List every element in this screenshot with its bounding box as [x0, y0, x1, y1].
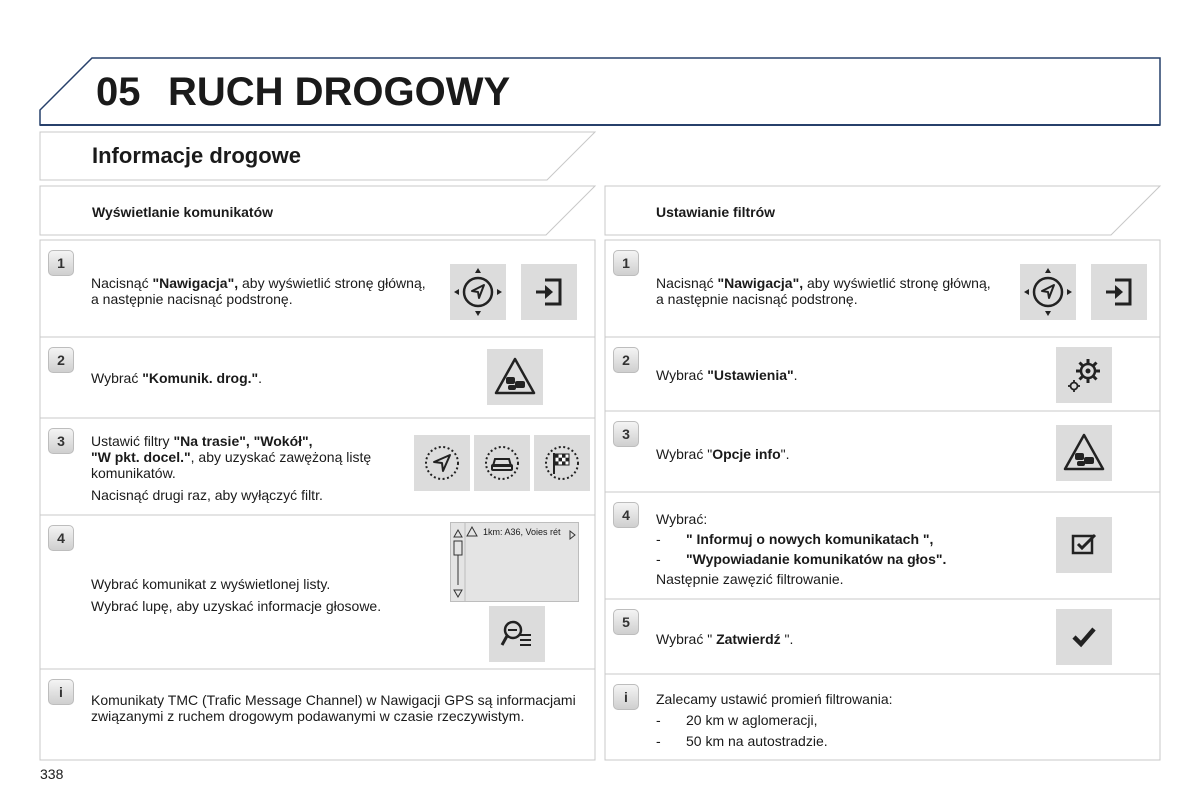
step-badge: 5 [613, 609, 639, 635]
step-badge: 2 [613, 347, 639, 373]
voice-info-icon[interactable] [489, 606, 545, 662]
chapter-number: 05 [96, 70, 141, 114]
page-number: 338 [40, 766, 64, 782]
step-badge: 4 [613, 502, 639, 528]
right-column-title: Ustawianie filtrów [656, 204, 776, 220]
step-text: Wybrać "Opcje info". [656, 446, 790, 462]
info-icon: i [613, 684, 639, 710]
traffic-warning-icon[interactable] [1056, 425, 1112, 481]
navigation-icon[interactable] [450, 264, 506, 320]
destination-filter-icon[interactable] [534, 435, 590, 491]
step-text: Wybrać "Komunik. drog.". [91, 370, 263, 386]
step-text: Wybrać "Ustawienia". [656, 367, 798, 383]
step-text: Nacisnąć "Nawigacja", aby wyświetlić stronę główną, a następnie nacisnąć podstronę. [656, 275, 991, 307]
settings-gears-icon[interactable] [1056, 347, 1112, 403]
step-text: Ustawić filtry "Na trasie", "Wokół", "W pkt. docel.", aby uzyskać zawężoną listę komunikatów. Nacisnąć drugi raz, aby wyłączyć filtr. [91, 433, 372, 503]
step-badge: 2 [48, 347, 74, 373]
checkbox-icon[interactable] [1056, 517, 1112, 573]
step-badge: 1 [48, 250, 74, 276]
step-badge: 1 [613, 250, 639, 276]
subpage-enter-icon[interactable] [1091, 264, 1147, 320]
step-text: Wybrać " Zatwierdź ". [656, 631, 794, 647]
info-text: Komunikaty TMC (Trafic Message Channel) w Nawigacji GPS są informacjami związanymi z ruchem drogowym podawanymi w czasie rzeczywistym. [91, 692, 576, 724]
navigation-icon[interactable] [1020, 264, 1076, 320]
around-filter-icon[interactable] [474, 435, 530, 491]
step-text: Wybrać: - " Informuj o nowych komunikatach ", - "Wypowiadanie komunikatów na głos". Następnie zawęzić filtrowanie. [656, 511, 947, 587]
traffic-warning-icon[interactable] [487, 349, 543, 405]
step-badge: 4 [48, 525, 74, 551]
left-column-title: Wyświetlanie komunikatów [92, 204, 274, 220]
step-badge: 3 [613, 421, 639, 447]
message-list-screen[interactable] [450, 522, 579, 602]
subpage-enter-icon[interactable] [521, 264, 577, 320]
confirm-check-icon[interactable] [1056, 609, 1112, 665]
info-text: Zalecamy ustawić promień filtrowania: - 20 km w aglomeracji, - 50 km na autostradzie. [656, 691, 893, 749]
step-text: Nacisnąć "Nawigacja", aby wyświetlić stronę główną, a następnie nacisnąć podstronę. [91, 275, 426, 307]
message-list-item[interactable]: 1km: A36, Voies rét [483, 527, 561, 537]
step-text: Wybrać komunikat z wyświetlonej listy. Wybrać lupę, aby uzyskać informacje głosowe. [91, 576, 382, 614]
section-title: Informacje drogowe [92, 143, 302, 168]
on-route-filter-icon[interactable] [414, 435, 470, 491]
step-badge: 3 [48, 428, 74, 454]
info-icon: i [48, 679, 74, 705]
chapter-title: RUCH DROGOWY [168, 70, 511, 114]
